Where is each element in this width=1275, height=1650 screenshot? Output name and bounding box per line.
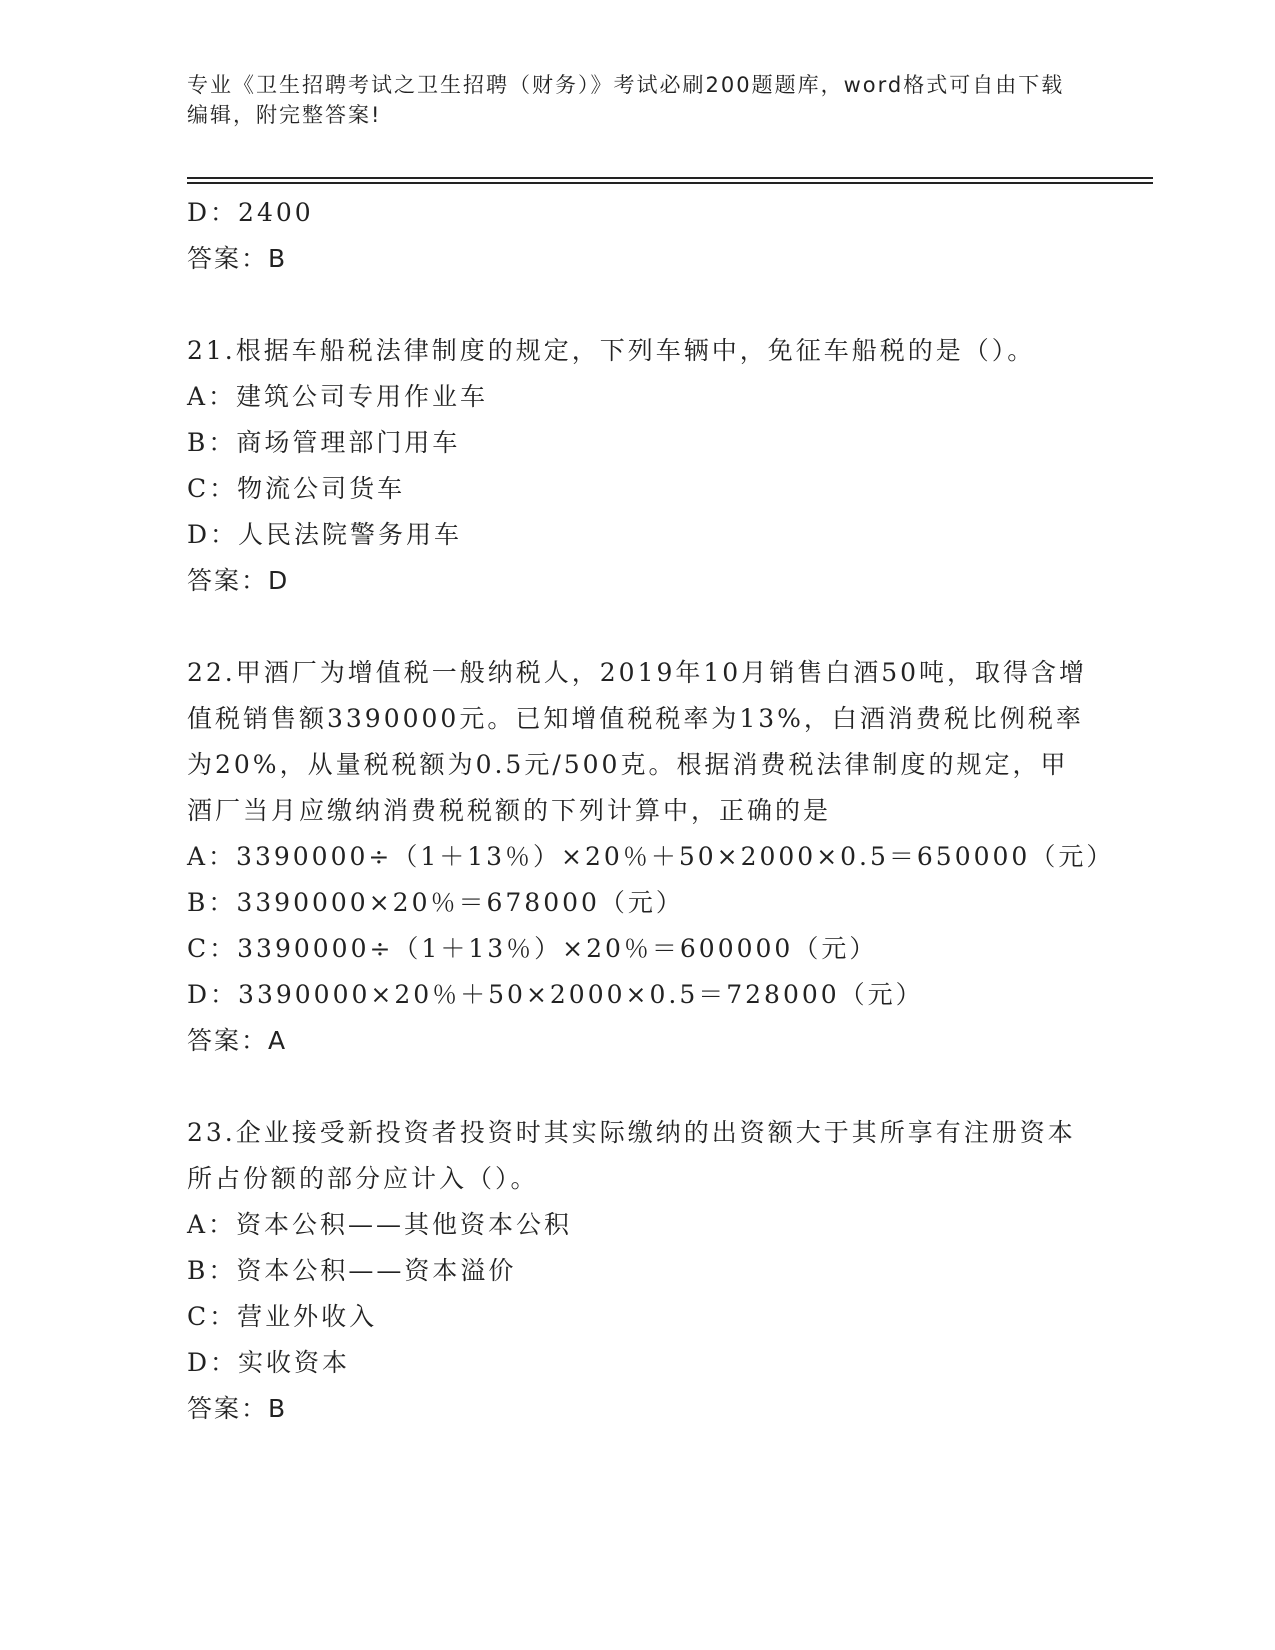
- answer-line: 答案：B: [187, 244, 288, 273]
- option-b: B：商场管理部门用车: [187, 428, 461, 457]
- question-stem: 23.企业接受新投资者投资时其实际缴纳的出资额大于其所享有注册资本所占份额的部分应计入（）。: [187, 1118, 1076, 1193]
- option-a: A：建筑公司专用作业车: [187, 382, 489, 411]
- answer-line: 答案：A: [187, 1026, 288, 1055]
- answer-line: 答案：D: [187, 566, 290, 595]
- answer-line: 答案：B: [187, 1394, 288, 1423]
- option-d: D：人民法院警务用车: [187, 520, 463, 549]
- question-stem: 21.根据车船税法律制度的规定，下列车辆中，免征车船税的是（）。: [187, 336, 1036, 365]
- header-divider-second: [187, 182, 1153, 184]
- option-d: D：实收资本: [187, 1348, 351, 1377]
- question-stem: 22.甲酒厂为增值税一般纳税人，2019年10月销售白酒50吨，取得含增值税销售额3390000元。已知增值税税率为13%，白酒消费税比例税率为20%，从量税税额为0.5元/500克。根据消费税法律制度的规定，甲酒厂当月应缴纳消费税税额的下列计算中，正确的是: [187, 658, 1088, 825]
- option-a: A：资本公积——其他资本公积: [187, 1210, 573, 1239]
- option-b: B：资本公积——资本溢价: [187, 1256, 517, 1285]
- question-22: [187, 650, 1115, 1064]
- option-c: C：物流公司货车: [187, 474, 406, 503]
- page-header: 专业《卫生招聘考试之卫生招聘（财务）》考试必刷200题题库，word格式可自由下载编辑，附完整答案!: [187, 73, 1065, 127]
- option-a: A：3390000÷（1＋13％）×20％＋50×2000×0.5＝650000（元）: [187, 842, 1115, 871]
- header-divider: [187, 177, 1153, 179]
- option-d: D：3390000×20％＋50×2000×0.5＝728000（元）: [187, 980, 924, 1009]
- option-c: C：营业外收入: [187, 1302, 378, 1331]
- option-b: B：3390000×20％＝678000（元）: [187, 888, 684, 917]
- option-c: C：3390000÷（1＋13％）×20％＝600000（元）: [187, 934, 878, 963]
- option-d: D：2400: [187, 198, 314, 227]
- document-body: [187, 190, 1115, 1432]
- previous-question-tail: [187, 190, 1087, 282]
- question-21: [187, 328, 1087, 604]
- question-23: [187, 1110, 1087, 1432]
